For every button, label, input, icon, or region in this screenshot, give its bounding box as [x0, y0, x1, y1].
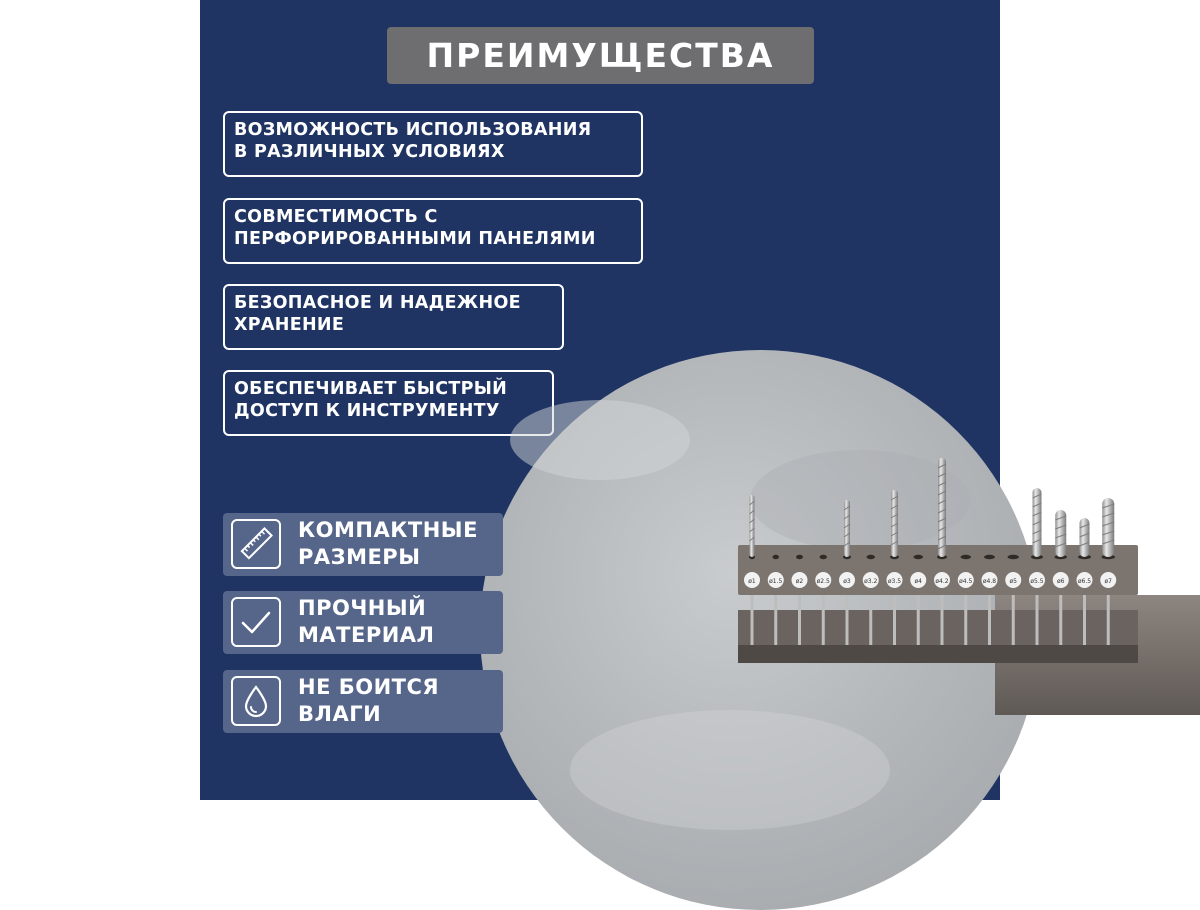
benefit-line: БЕЗОПАСНОЕ И НАДЕЖНОЕ: [234, 293, 521, 313]
size-label: ø2.5: [816, 578, 830, 585]
feature-line: РАЗМЕРЫ: [298, 545, 421, 569]
size-label: ø3.2: [864, 578, 878, 585]
holder-hole: [984, 555, 995, 559]
holder-hole: [773, 555, 780, 559]
size-label: ø4.8: [982, 578, 997, 585]
size-label: ø4: [914, 578, 922, 585]
drill-holder-illustration: [480, 350, 1112, 910]
size-label: ø1: [748, 578, 756, 585]
feature-line: ВЛАГИ: [298, 702, 382, 726]
feature-durable-material: [223, 591, 503, 654]
drill-shank: [1012, 595, 1015, 645]
feature-line: НЕ БОИТСЯ: [298, 675, 440, 699]
size-label: ø2: [795, 578, 804, 585]
advantages-card: [200, 0, 1112, 800]
size-label: ø5: [1009, 578, 1017, 585]
size-label: ø3: [843, 578, 851, 585]
page-title: ПРЕИМУЩЕСТВА: [387, 27, 814, 84]
drill-shank: [822, 595, 825, 645]
holder-hole: [914, 555, 924, 559]
feature-label: [298, 674, 439, 728]
drill-shank: [798, 595, 801, 645]
feature-line: ПРОЧНЫЙ: [298, 596, 427, 620]
benefit-line: В РАЗЛИЧНЫХ УСЛОВИЯХ: [234, 142, 505, 162]
drill-shank: [751, 595, 754, 645]
holder-hole: [867, 555, 876, 559]
drill-shank: [1059, 595, 1062, 645]
benefit-line: ВОЗМОЖНОСТЬ ИСПОЛЬЗОВАНИЯ: [234, 120, 592, 140]
size-label: ø7: [1104, 578, 1112, 585]
drill-shank: [869, 595, 872, 645]
benefit-safe-storage: [223, 284, 564, 350]
holder-hole: [820, 555, 828, 559]
size-label: ø6: [1057, 578, 1065, 585]
benefit-line: ПЕРФОРИРОВАННЫМИ ПАНЕЛЯМИ: [234, 229, 596, 249]
size-label: ø3.5: [887, 578, 902, 585]
feature-line: МАТЕРИАЛ: [298, 623, 435, 647]
holder-hole: [1008, 555, 1020, 559]
product-photo: [480, 350, 1112, 910]
drill-bit: [1102, 498, 1114, 557]
feature-line: КОМПАКТНЫЕ: [298, 518, 478, 542]
benefit-pegboard-compatibility: [223, 198, 643, 264]
holder-base: [738, 645, 1138, 663]
drill-shank: [846, 595, 849, 645]
water-drop-icon: [231, 676, 281, 726]
drill-shank: [1083, 595, 1086, 645]
benefit-line: ОБЕСПЕЧИВАЕТ БЫСТРЫЙ: [234, 379, 508, 399]
feature-label: [298, 517, 478, 571]
drill-shank: [988, 595, 991, 645]
ruler-icon: [231, 519, 281, 569]
drill-shank: [964, 595, 967, 645]
drill-shank: [1036, 595, 1039, 645]
size-label: ø1.5: [769, 578, 783, 585]
drill-shank: [893, 595, 896, 645]
drill-shank: [774, 595, 777, 645]
holder-hole: [961, 555, 972, 559]
size-label: ø5.5: [1030, 578, 1044, 585]
benefit-line: ДОСТУП К ИНСТРУМЕНТУ: [234, 401, 500, 421]
drill-bit: [938, 458, 946, 557]
benefit-line: СОВМЕСТИМОСТЬ С: [234, 207, 438, 227]
holder-hole: [796, 555, 803, 559]
drill-bit: [1080, 518, 1090, 557]
benefit-line: ХРАНЕНИЕ: [234, 315, 345, 335]
feature-compact-size: [223, 513, 503, 576]
size-label: ø4.2: [935, 578, 949, 585]
drill-shank: [917, 595, 920, 645]
size-label: ø6.5: [1077, 578, 1092, 585]
checkmark-icon: [231, 597, 281, 647]
feature-water-resistant: [223, 670, 503, 733]
size-label: ø4.5: [959, 578, 973, 585]
drill-shank: [1107, 595, 1110, 645]
drill-shank: [941, 595, 944, 645]
benefit-versatile-use: [223, 111, 643, 177]
feature-label: [298, 595, 434, 649]
